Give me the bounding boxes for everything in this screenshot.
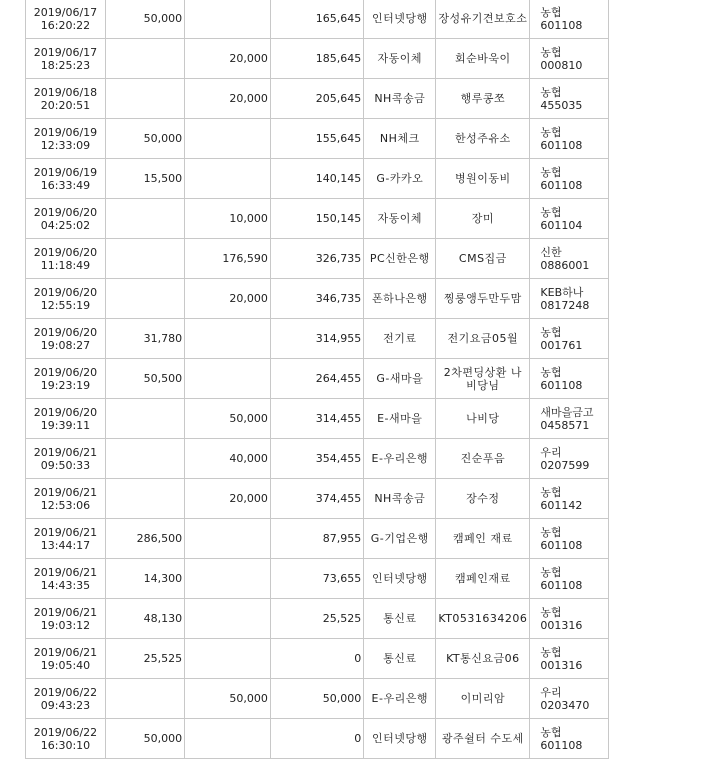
type-cell: 전기료 bbox=[364, 319, 436, 359]
date-text: 2019/06/21 bbox=[33, 605, 98, 619]
withdraw-cell: 31,780 bbox=[106, 319, 185, 359]
row-trailing-space bbox=[608, 199, 701, 239]
deposit-cell: 20,000 bbox=[185, 39, 271, 79]
table-row bbox=[0, 719, 701, 759]
deposit-cell: 176,590 bbox=[185, 239, 271, 279]
withdraw-cell bbox=[106, 279, 185, 319]
type-cell: NH체크 bbox=[364, 119, 436, 159]
deposit-cell bbox=[185, 639, 271, 679]
withdraw-cell bbox=[106, 479, 185, 519]
withdraw-cell: 14,300 bbox=[106, 559, 185, 599]
table-row bbox=[0, 599, 701, 639]
time-text: 19:03:12 bbox=[40, 618, 91, 632]
date-text: 2019/06/20 bbox=[33, 285, 98, 299]
deposit-cell bbox=[185, 0, 271, 39]
withdraw-cell bbox=[106, 439, 185, 479]
datetime-cell bbox=[25, 239, 106, 279]
deposit-cell: 20,000 bbox=[185, 479, 271, 519]
row-gutter bbox=[0, 679, 25, 719]
balance-cell: 374,455 bbox=[270, 479, 363, 519]
memo-cell: 한성주유소 bbox=[436, 119, 530, 159]
datetime-cell bbox=[25, 439, 106, 479]
table-row bbox=[0, 39, 701, 79]
datetime-cell bbox=[25, 599, 106, 639]
bank-cell: 농협 601142 bbox=[530, 479, 608, 519]
memo-cell: 장미 bbox=[436, 199, 530, 239]
memo-cell: 행루콩쪼 bbox=[436, 79, 530, 119]
table-row bbox=[0, 519, 701, 559]
balance-cell: 0 bbox=[270, 639, 363, 679]
date-text: 2019/06/19 bbox=[33, 125, 98, 139]
date-text: 2019/06/21 bbox=[33, 565, 98, 579]
time-text: 14:43:35 bbox=[40, 578, 91, 592]
date-text: 2019/06/17 bbox=[33, 45, 98, 59]
memo-cell: 캠페인재료 bbox=[436, 559, 530, 599]
type-cell: G-새마을 bbox=[364, 359, 436, 399]
date-text: 2019/06/20 bbox=[33, 365, 98, 379]
row-gutter bbox=[0, 439, 25, 479]
balance-cell: 87,955 bbox=[270, 519, 363, 559]
bank-cell: 농협 601104 bbox=[530, 199, 608, 239]
row-gutter bbox=[0, 159, 25, 199]
bank-cell: 농협 601108 bbox=[530, 159, 608, 199]
row-gutter bbox=[0, 119, 25, 159]
row-gutter bbox=[0, 639, 25, 679]
table-row bbox=[0, 679, 701, 719]
type-cell: PC신한은행 bbox=[364, 239, 436, 279]
table-row bbox=[0, 319, 701, 359]
memo-cell: 전기요금05월 bbox=[436, 319, 530, 359]
memo-cell: 회순바욱이 bbox=[436, 39, 530, 79]
type-cell: G-기업은행 bbox=[364, 519, 436, 559]
memo-cell: 이미리암 bbox=[436, 679, 530, 719]
deposit-cell: 20,000 bbox=[185, 79, 271, 119]
row-gutter bbox=[0, 479, 25, 519]
memo-cell: 나비당 bbox=[436, 399, 530, 439]
balance-cell: 140,145 bbox=[270, 159, 363, 199]
balance-cell: 314,455 bbox=[270, 399, 363, 439]
memo-cell: CMS집금 bbox=[436, 239, 530, 279]
row-trailing-space bbox=[608, 719, 701, 759]
time-text: 19:08:27 bbox=[40, 338, 91, 352]
deposit-cell bbox=[185, 159, 271, 199]
table-row bbox=[0, 0, 701, 39]
balance-cell: 0 bbox=[270, 719, 363, 759]
datetime-cell bbox=[25, 119, 106, 159]
bank-cell: 농협 455035 bbox=[530, 79, 608, 119]
row-gutter bbox=[0, 199, 25, 239]
bank-cell: 농협 601108 bbox=[530, 559, 608, 599]
deposit-cell bbox=[185, 519, 271, 559]
row-gutter bbox=[0, 319, 25, 359]
bank-cell: 농협 001316 bbox=[530, 599, 608, 639]
time-text: 12:33:09 bbox=[40, 138, 91, 152]
type-cell: 통신료 bbox=[364, 599, 436, 639]
datetime-cell bbox=[25, 719, 106, 759]
bank-cell: 농협 601108 bbox=[530, 0, 608, 39]
row-trailing-space bbox=[608, 359, 701, 399]
row-trailing-space bbox=[608, 159, 701, 199]
deposit-cell: 50,000 bbox=[185, 679, 271, 719]
memo-cell: 캠페인 재료 bbox=[436, 519, 530, 559]
table-row bbox=[0, 159, 701, 199]
balance-cell: 346,735 bbox=[270, 279, 363, 319]
date-text: 2019/06/17 bbox=[33, 5, 98, 19]
datetime-cell bbox=[25, 679, 106, 719]
type-cell: 통신료 bbox=[364, 639, 436, 679]
datetime-cell bbox=[25, 159, 106, 199]
table-row bbox=[0, 119, 701, 159]
table-row bbox=[0, 199, 701, 239]
row-trailing-space bbox=[608, 639, 701, 679]
date-text: 2019/06/20 bbox=[33, 405, 98, 419]
datetime-cell bbox=[25, 279, 106, 319]
row-gutter bbox=[0, 239, 25, 279]
bank-cell: 신한 0886001 bbox=[530, 239, 608, 279]
datetime-cell bbox=[25, 399, 106, 439]
row-trailing-space bbox=[608, 479, 701, 519]
date-text: 2019/06/22 bbox=[33, 685, 98, 699]
memo-cell: 병원이동비 bbox=[436, 159, 530, 199]
row-gutter bbox=[0, 599, 25, 639]
balance-cell: 165,645 bbox=[270, 0, 363, 39]
withdraw-cell: 50,000 bbox=[106, 0, 185, 39]
date-text: 2019/06/18 bbox=[33, 85, 98, 99]
row-gutter bbox=[0, 719, 25, 759]
table-row bbox=[0, 239, 701, 279]
row-gutter bbox=[0, 519, 25, 559]
row-trailing-space bbox=[608, 239, 701, 279]
row-gutter bbox=[0, 79, 25, 119]
row-trailing-space bbox=[608, 39, 701, 79]
datetime-cell bbox=[25, 639, 106, 679]
date-text: 2019/06/21 bbox=[33, 645, 98, 659]
type-cell: G-카카오 bbox=[364, 159, 436, 199]
balance-cell: 185,645 bbox=[270, 39, 363, 79]
row-gutter bbox=[0, 359, 25, 399]
table-row bbox=[0, 79, 701, 119]
deposit-cell: 40,000 bbox=[185, 439, 271, 479]
type-cell: E-우리은행 bbox=[364, 439, 436, 479]
time-text: 13:44:17 bbox=[40, 538, 91, 552]
balance-cell: 50,000 bbox=[270, 679, 363, 719]
memo-cell: 2차편딩상환 나비당님 bbox=[436, 359, 530, 399]
row-gutter bbox=[0, 0, 25, 39]
date-text: 2019/06/19 bbox=[33, 165, 98, 179]
bank-cell: 우리 0207599 bbox=[530, 439, 608, 479]
withdraw-cell: 15,500 bbox=[106, 159, 185, 199]
date-text: 2019/06/20 bbox=[33, 245, 98, 259]
deposit-cell bbox=[185, 559, 271, 599]
table-row bbox=[0, 279, 701, 319]
time-text: 19:39:11 bbox=[40, 418, 91, 432]
time-text: 12:55:19 bbox=[40, 298, 91, 312]
date-text: 2019/06/20 bbox=[33, 205, 98, 219]
deposit-cell bbox=[185, 359, 271, 399]
type-cell: 인터넷당행 bbox=[364, 559, 436, 599]
bank-cell: 농협 001761 bbox=[530, 319, 608, 359]
deposit-cell: 10,000 bbox=[185, 199, 271, 239]
type-cell: NH콕송금 bbox=[364, 479, 436, 519]
row-trailing-space bbox=[608, 399, 701, 439]
withdraw-cell bbox=[106, 39, 185, 79]
memo-cell: 장성유기견보호소 bbox=[436, 0, 530, 39]
memo-cell: KT통신요금06 bbox=[436, 639, 530, 679]
bank-cell: 농협 000810 bbox=[530, 39, 608, 79]
row-gutter bbox=[0, 279, 25, 319]
datetime-cell bbox=[25, 79, 106, 119]
deposit-cell bbox=[185, 319, 271, 359]
bank-cell: KEB하나 0817248 bbox=[530, 279, 608, 319]
deposit-cell bbox=[185, 719, 271, 759]
balance-cell: 264,455 bbox=[270, 359, 363, 399]
row-trailing-space bbox=[608, 679, 701, 719]
withdraw-cell bbox=[106, 79, 185, 119]
datetime-cell bbox=[25, 559, 106, 599]
datetime-cell bbox=[25, 39, 106, 79]
row-trailing-space bbox=[608, 0, 701, 39]
bank-cell: 농협 601108 bbox=[530, 719, 608, 759]
balance-cell: 150,145 bbox=[270, 199, 363, 239]
withdraw-cell: 25,525 bbox=[106, 639, 185, 679]
table-row bbox=[0, 439, 701, 479]
time-text: 16:20:22 bbox=[40, 18, 91, 32]
datetime-cell bbox=[25, 359, 106, 399]
withdraw-cell: 286,500 bbox=[106, 519, 185, 559]
withdraw-cell bbox=[106, 679, 185, 719]
deposit-cell bbox=[185, 599, 271, 639]
date-text: 2019/06/21 bbox=[33, 445, 98, 459]
time-text: 19:05:40 bbox=[40, 658, 91, 672]
datetime-cell bbox=[25, 519, 106, 559]
date-text: 2019/06/21 bbox=[33, 485, 98, 499]
withdraw-cell: 50,500 bbox=[106, 359, 185, 399]
row-trailing-space bbox=[608, 439, 701, 479]
table-row bbox=[0, 359, 701, 399]
row-gutter bbox=[0, 559, 25, 599]
memo-cell: 진순푸음 bbox=[436, 439, 530, 479]
time-text: 20:20:51 bbox=[40, 98, 91, 112]
datetime-cell bbox=[25, 319, 106, 359]
withdraw-cell bbox=[106, 239, 185, 279]
withdraw-cell: 50,000 bbox=[106, 719, 185, 759]
row-gutter bbox=[0, 39, 25, 79]
row-trailing-space bbox=[608, 559, 701, 599]
time-text: 11:18:49 bbox=[40, 258, 91, 272]
bank-cell: 농협 601108 bbox=[530, 119, 608, 159]
time-text: 19:23:19 bbox=[40, 378, 91, 392]
table-row bbox=[0, 559, 701, 599]
bank-cell: 새마을금고 0458571 bbox=[530, 399, 608, 439]
memo-cell: 찡룽앵두만두맘 bbox=[436, 279, 530, 319]
row-trailing-space bbox=[608, 599, 701, 639]
date-text: 2019/06/21 bbox=[33, 525, 98, 539]
time-text: 16:33:49 bbox=[40, 178, 91, 192]
time-text: 16:30:10 bbox=[40, 738, 91, 752]
type-cell: 인터넷당행 bbox=[364, 719, 436, 759]
datetime-cell bbox=[25, 199, 106, 239]
type-cell: NH콕송금 bbox=[364, 79, 436, 119]
withdraw-cell: 48,130 bbox=[106, 599, 185, 639]
time-text: 09:43:23 bbox=[40, 698, 91, 712]
type-cell: 폰하나은행 bbox=[364, 279, 436, 319]
row-trailing-space bbox=[608, 119, 701, 159]
balance-cell: 73,655 bbox=[270, 559, 363, 599]
deposit-cell bbox=[185, 119, 271, 159]
bank-cell: 농협 601108 bbox=[530, 519, 608, 559]
bank-cell: 농협 001316 bbox=[530, 639, 608, 679]
table-row bbox=[0, 479, 701, 519]
bank-cell: 농협 601108 bbox=[530, 359, 608, 399]
balance-cell: 205,645 bbox=[270, 79, 363, 119]
balance-cell: 155,645 bbox=[270, 119, 363, 159]
balance-cell: 25,525 bbox=[270, 599, 363, 639]
time-text: 09:50:33 bbox=[40, 458, 91, 472]
date-text: 2019/06/22 bbox=[33, 725, 98, 739]
time-text: 18:25:23 bbox=[40, 58, 91, 72]
table-row bbox=[0, 399, 701, 439]
row-trailing-space bbox=[608, 519, 701, 559]
memo-cell: 광주쉴터 수도세 bbox=[436, 719, 530, 759]
withdraw-cell bbox=[106, 199, 185, 239]
balance-cell: 314,955 bbox=[270, 319, 363, 359]
row-trailing-space bbox=[608, 279, 701, 319]
row-trailing-space bbox=[608, 79, 701, 119]
memo-cell: KT0531634206 bbox=[436, 599, 530, 639]
deposit-cell: 50,000 bbox=[185, 399, 271, 439]
type-cell: 자동이체 bbox=[364, 39, 436, 79]
balance-cell: 354,455 bbox=[270, 439, 363, 479]
type-cell: E-새마을 bbox=[364, 399, 436, 439]
time-text: 12:53:06 bbox=[40, 498, 91, 512]
deposit-cell: 20,000 bbox=[185, 279, 271, 319]
memo-cell: 장수정 bbox=[436, 479, 530, 519]
table-row bbox=[0, 639, 701, 679]
type-cell: 인터넷당행 bbox=[364, 0, 436, 39]
type-cell: 자동이체 bbox=[364, 199, 436, 239]
row-gutter bbox=[0, 399, 25, 439]
bank-cell: 우리 0203470 bbox=[530, 679, 608, 719]
datetime-cell bbox=[25, 0, 106, 39]
withdraw-cell: 50,000 bbox=[106, 119, 185, 159]
balance-cell: 326,735 bbox=[270, 239, 363, 279]
datetime-cell bbox=[25, 479, 106, 519]
date-text: 2019/06/20 bbox=[33, 325, 98, 339]
withdraw-cell bbox=[106, 399, 185, 439]
time-text: 04:25:02 bbox=[40, 218, 91, 232]
row-trailing-space bbox=[608, 319, 701, 359]
type-cell: E-우리은행 bbox=[364, 679, 436, 719]
